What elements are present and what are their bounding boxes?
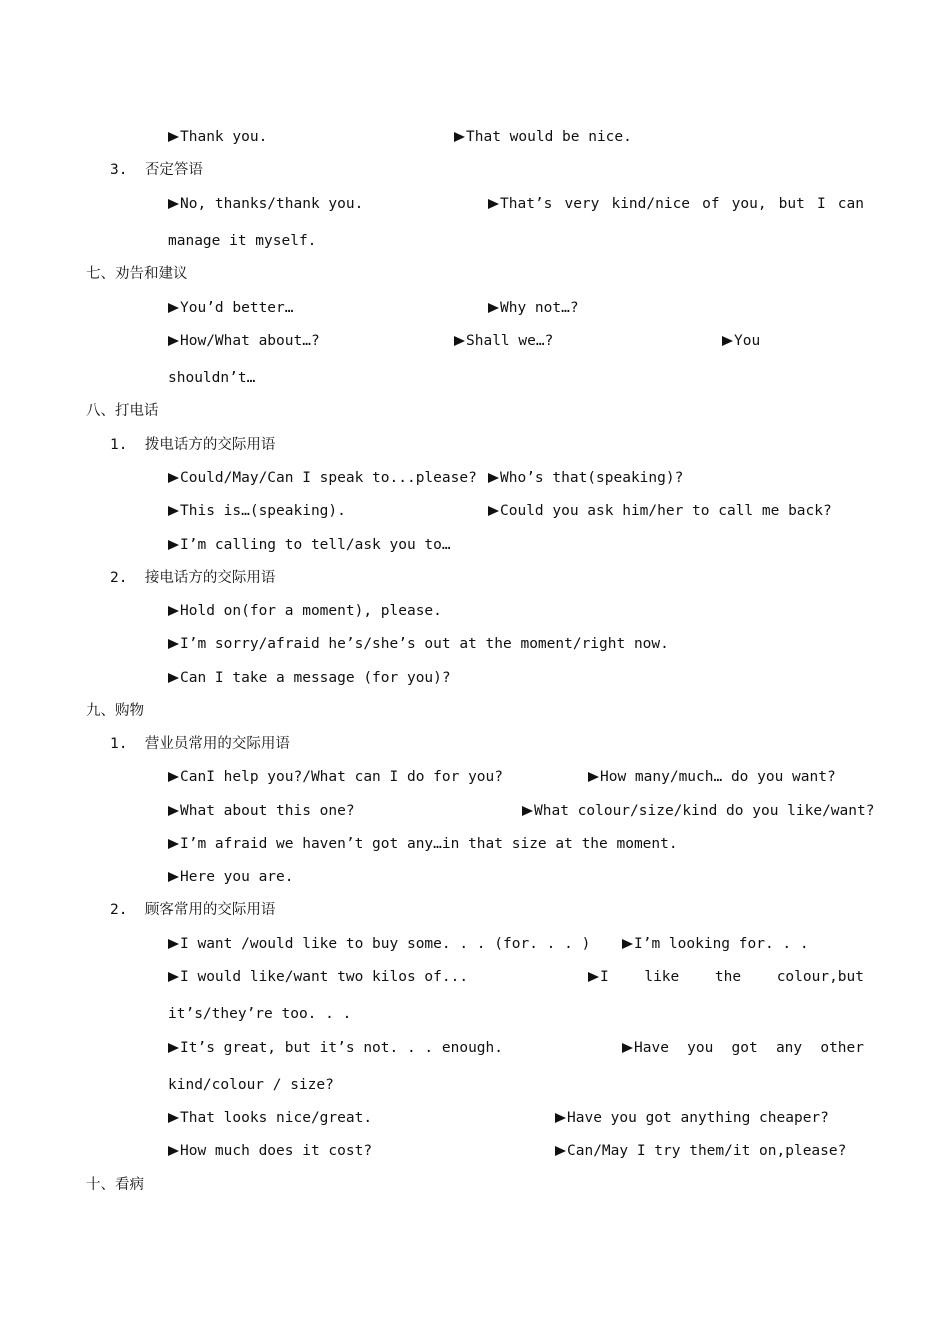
triangle-bullet-icon bbox=[168, 540, 179, 550]
triangle-bullet-icon bbox=[488, 473, 499, 483]
triangle-bullet-icon bbox=[168, 606, 179, 616]
triangle-bullet-icon bbox=[488, 303, 499, 313]
phrase-line: That looks nice/great. bbox=[168, 1108, 372, 1128]
subsection-heading: 2. 接电话方的交际用语 bbox=[110, 570, 276, 586]
section-heading: 九、购物 bbox=[86, 703, 144, 719]
phrase-line: You’d better… bbox=[168, 298, 294, 318]
phrase-line: I want /would like to buy some. . . (for. . . ) bbox=[168, 934, 590, 954]
triangle-bullet-icon bbox=[168, 336, 179, 346]
phrase-line: I like the colour,but bbox=[588, 967, 864, 987]
section-heading: 八、打电话 bbox=[86, 403, 159, 419]
phrase-continuation: manage it myself. bbox=[168, 233, 317, 249]
subsection-heading: 2. 顾客常用的交际用语 bbox=[110, 902, 276, 918]
subsection-heading: 3. 否定答语 bbox=[110, 162, 203, 178]
phrase-line: CanI help you?/What can I do for you? bbox=[168, 767, 503, 787]
phrase-line: Hold on(for a moment), please. bbox=[168, 601, 442, 621]
triangle-bullet-icon bbox=[588, 772, 599, 782]
phrase-line: What about this one? bbox=[168, 801, 355, 821]
phrase-line: That would be nice. bbox=[454, 127, 632, 147]
triangle-bullet-icon bbox=[454, 132, 465, 142]
triangle-bullet-icon bbox=[722, 336, 733, 346]
phrase-line: I’m afraid we haven’t got any…in that size at the moment. bbox=[168, 834, 678, 854]
triangle-bullet-icon bbox=[168, 199, 179, 209]
phrase-line: Why not…? bbox=[488, 298, 579, 318]
triangle-bullet-icon bbox=[168, 1113, 179, 1123]
triangle-bullet-icon bbox=[588, 972, 599, 982]
triangle-bullet-icon bbox=[168, 939, 179, 949]
triangle-bullet-icon bbox=[168, 303, 179, 313]
phrase-line: Can/May I try them/it on,please? bbox=[555, 1141, 846, 1161]
phrase-line: It’s great, but it’s not. . . enough. bbox=[168, 1038, 503, 1058]
phrase-line: That’s very kind/nice of you, but I can bbox=[488, 194, 864, 214]
triangle-bullet-icon bbox=[168, 473, 179, 483]
triangle-bullet-icon bbox=[168, 839, 179, 849]
phrase-line: I’m sorry/afraid he’s/she’s out at the moment/right now. bbox=[168, 634, 669, 654]
phrase-line: Here you are. bbox=[168, 867, 294, 887]
phrase-line: Thank you. bbox=[168, 127, 267, 147]
phrase-line: I’m calling to tell/ask you to… bbox=[168, 535, 451, 555]
triangle-bullet-icon bbox=[622, 1043, 633, 1053]
phrase-line: Can I take a message (for you)? bbox=[168, 668, 451, 688]
triangle-bullet-icon bbox=[168, 506, 179, 516]
triangle-bullet-icon bbox=[168, 972, 179, 982]
triangle-bullet-icon bbox=[168, 132, 179, 142]
triangle-bullet-icon bbox=[488, 506, 499, 516]
phrase-line: How/What about…? bbox=[168, 331, 320, 351]
phrase-continuation: it’s/they’re too. . . bbox=[168, 1006, 352, 1022]
triangle-bullet-icon bbox=[488, 199, 499, 209]
triangle-bullet-icon bbox=[168, 772, 179, 782]
phrase-line: No, thanks/thank you. bbox=[168, 194, 363, 214]
phrase-line: How much does it cost? bbox=[168, 1141, 372, 1161]
triangle-bullet-icon bbox=[168, 1043, 179, 1053]
phrase-line: This is…(speaking). bbox=[168, 501, 346, 521]
triangle-bullet-icon bbox=[168, 673, 179, 683]
section-heading: 十、看病 bbox=[86, 1177, 144, 1193]
phrase-line: What colour/size/kind do you like/want? bbox=[522, 801, 874, 821]
phrase-continuation: kind/colour / size? bbox=[168, 1077, 334, 1093]
triangle-bullet-icon bbox=[454, 336, 465, 346]
phrase-line: I would like/want two kilos of... bbox=[168, 967, 468, 987]
phrase-line: Could you ask him/her to call me back? bbox=[488, 501, 832, 521]
phrase-continuation: shouldn’t… bbox=[168, 370, 256, 386]
phrase-line: I’m looking for. . . bbox=[622, 934, 809, 954]
triangle-bullet-icon bbox=[168, 639, 179, 649]
phrase-line: Could/May/Can I speak to...please? bbox=[168, 468, 477, 488]
triangle-bullet-icon bbox=[168, 1146, 179, 1156]
phrase-line: Have you got anything cheaper? bbox=[555, 1108, 829, 1128]
phrase-line: Have you got any other bbox=[622, 1038, 864, 1058]
triangle-bullet-icon bbox=[522, 806, 533, 816]
section-heading: 七、劝告和建议 bbox=[86, 266, 188, 282]
phrase-line: You bbox=[722, 331, 760, 351]
triangle-bullet-icon bbox=[168, 872, 179, 882]
triangle-bullet-icon bbox=[622, 939, 633, 949]
subsection-heading: 1. 营业员常用的交际用语 bbox=[110, 736, 290, 752]
triangle-bullet-icon bbox=[555, 1113, 566, 1123]
phrase-line: How many/much… do you want? bbox=[588, 767, 836, 787]
phrase-line: Who’s that(speaking)? bbox=[488, 468, 683, 488]
phrase-line: Shall we…? bbox=[454, 331, 553, 351]
triangle-bullet-icon bbox=[555, 1146, 566, 1156]
subsection-heading: 1. 拨电话方的交际用语 bbox=[110, 437, 276, 453]
triangle-bullet-icon bbox=[168, 806, 179, 816]
